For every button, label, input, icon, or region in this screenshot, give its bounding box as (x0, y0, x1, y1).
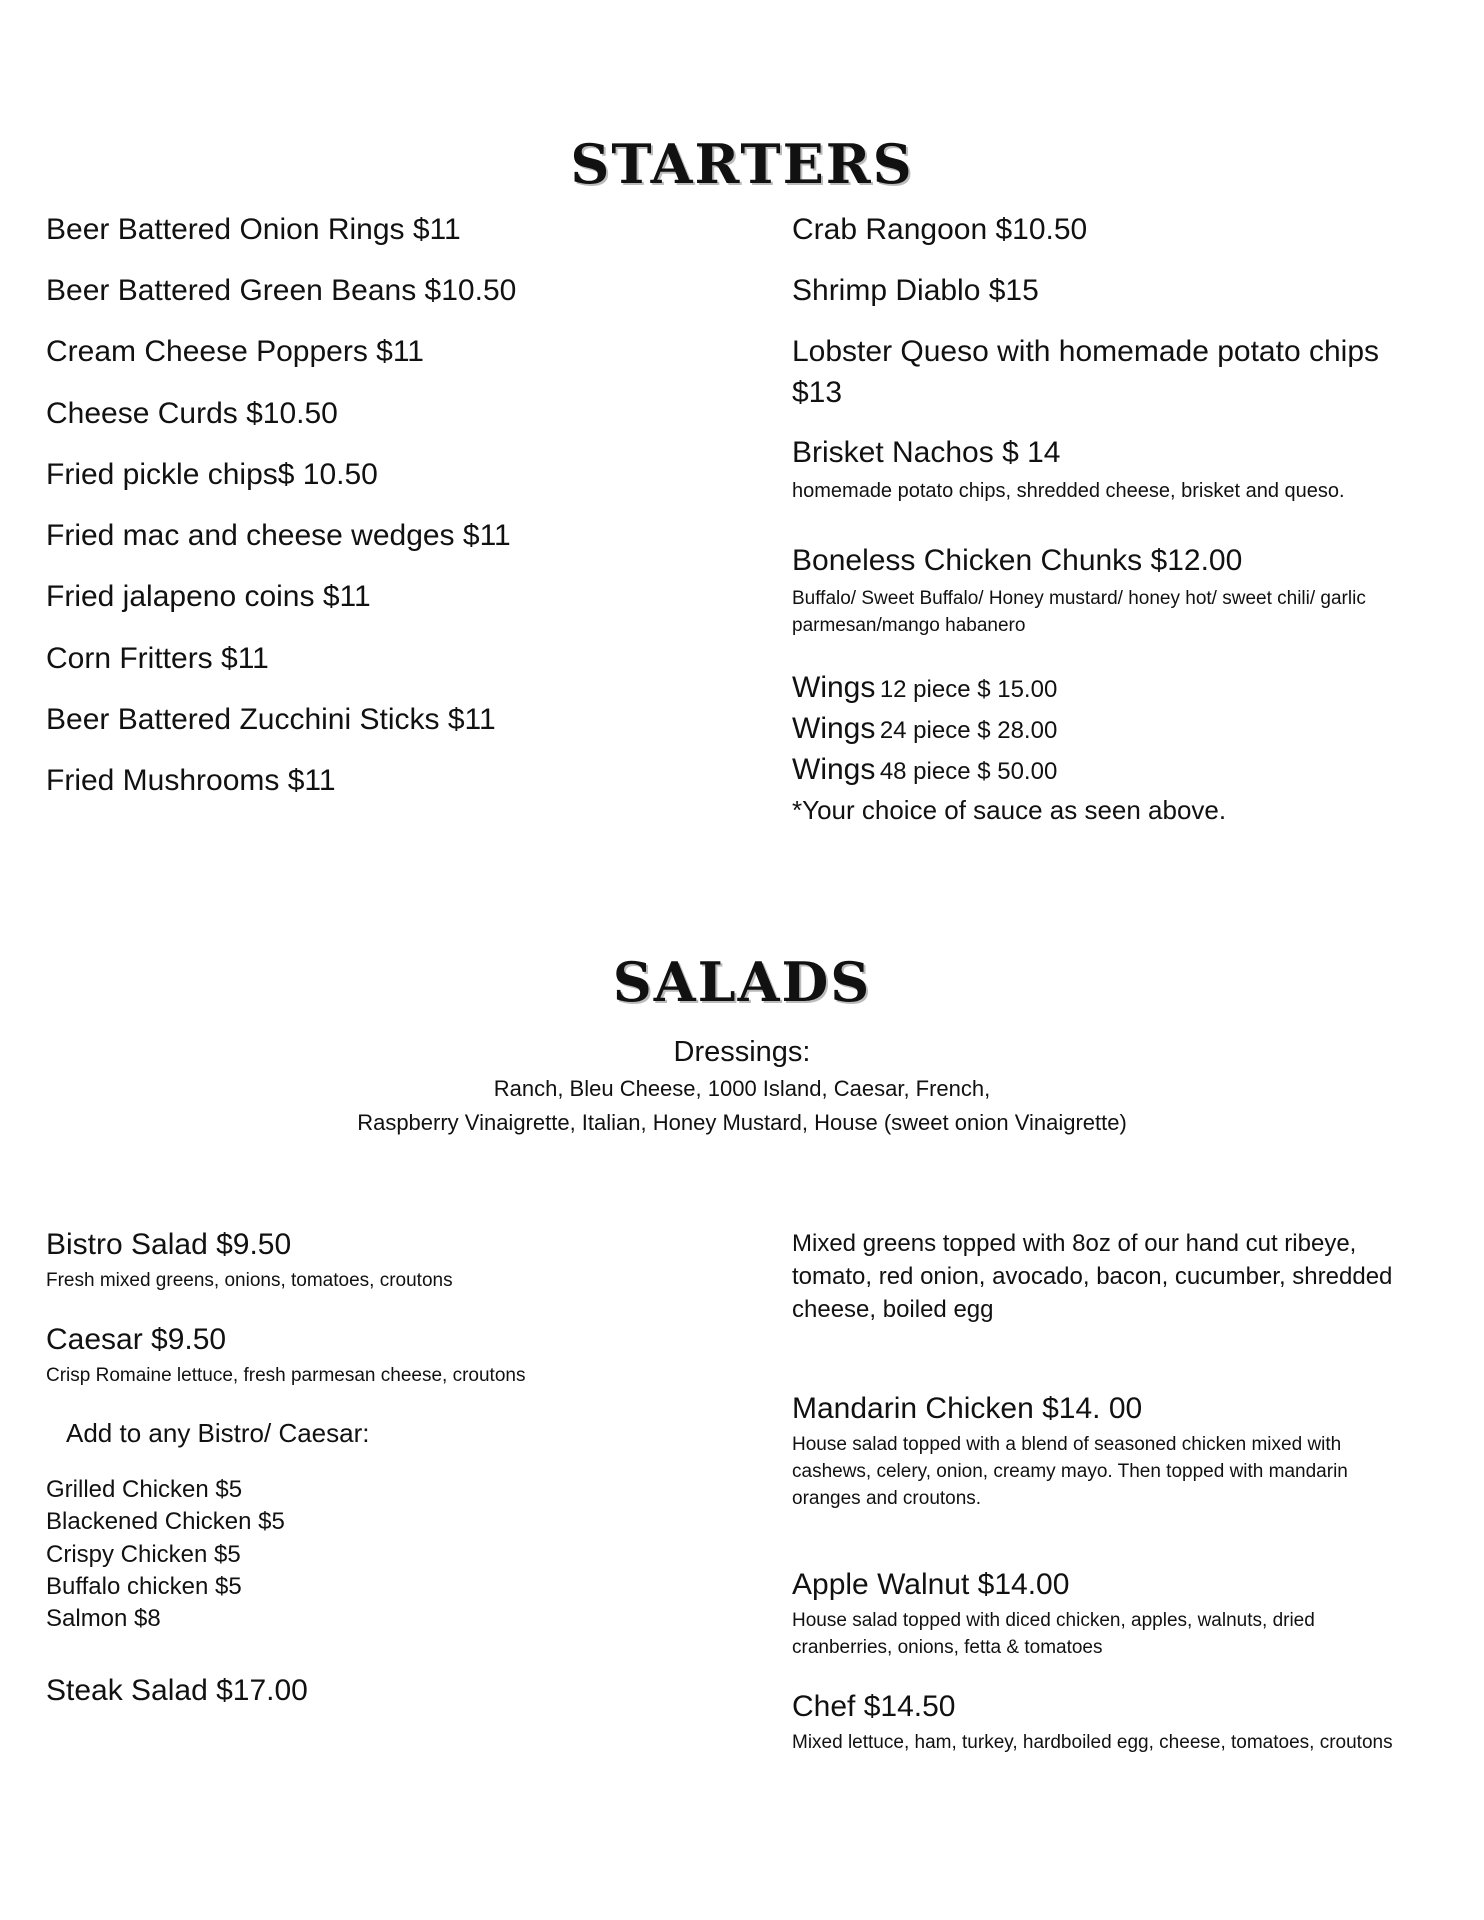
wings-row (792, 711, 1057, 747)
wings-row (792, 752, 1057, 788)
salad-item-apple-walnut: Apple Walnut $14.00 (792, 1568, 1070, 1601)
addons-label: Add to any Bistro/ Caesar: (66, 1418, 370, 1448)
apple-description-line: cranberries, onions, fetta & tomatoes (792, 1637, 1103, 1658)
starter-item-shrimp-diablo: Shrimp Diablo $15 (792, 274, 1039, 307)
starter-item-crab-rangoon: Crab Rangoon $10.50 (792, 213, 1088, 246)
caesar-description: Crisp Romaine lettuce, fresh parmesan cheese, croutons (46, 1365, 526, 1386)
starter-item: Fried mac and cheese wedges $11 (46, 519, 511, 552)
wings-option: 24 piece $ 28.00 (879, 717, 1058, 744)
starter-item: Beer Battered Zucchini Sticks $11 (46, 703, 496, 736)
salad-item-chef: Chef $14.50 (792, 1690, 956, 1723)
addon-item: Salmon $8 (46, 1605, 161, 1632)
wings-label: Wings (792, 712, 876, 745)
mandarin-description-line: cashews, celery, onion, creamy mayo. Then topped with mandarin (792, 1461, 1348, 1482)
salad-item-mandarin: Mandarin Chicken $14. 00 (792, 1392, 1143, 1425)
steak-description-line: Mixed greens topped with 8oz of our hand cut ribeye, (792, 1230, 1357, 1257)
mandarin-description-line: House salad topped with a blend of seasoned chicken mixed with (792, 1434, 1342, 1455)
wings-row (792, 670, 1057, 706)
addon-item: Grilled Chicken $5 (46, 1476, 243, 1503)
starter-item: Fried Mushrooms $11 (46, 764, 336, 797)
addon-item: Blackened Chicken $5 (46, 1508, 285, 1535)
starter-item: Cheese Curds $10.50 (46, 397, 338, 430)
starter-item: Beer Battered Onion Rings $11 (46, 213, 461, 246)
bistro-description: Fresh mixed greens, onions, tomatoes, croutons (46, 1270, 453, 1291)
dressings-list-line: Ranch, Bleu Cheese, 1000 Island, Caesar, French, (493, 1076, 991, 1101)
starter-item: Fried jalapeno coins $11 (46, 580, 371, 613)
starter-item: Cream Cheese Poppers $11 (46, 335, 424, 368)
starter-item: Corn Fritters $11 (46, 642, 269, 675)
dressings-label: Dressings: (673, 1036, 811, 1068)
chunks-sauces-line: Buffalo/ Sweet Buffalo/ Honey mustard/ honey hot/ sweet chili/ garlic (792, 588, 1366, 609)
starters-heading: STARTERS (570, 132, 914, 196)
wings-option: 48 piece $ 50.00 (879, 758, 1058, 785)
salad-item-steak: Steak Salad $17.00 (46, 1674, 308, 1707)
salad-item-caesar: Caesar $9.50 (46, 1323, 227, 1356)
chef-description: Mixed lettuce, ham, turkey, hardboiled egg, cheese, tomatoes, croutons (792, 1732, 1393, 1753)
apple-description-line: House salad topped with diced chicken, apples, walnuts, dried (792, 1610, 1315, 1631)
starter-item-boneless-chunks: Boneless Chicken Chunks $12.00 (792, 544, 1243, 577)
salads-heading: SALADS (612, 950, 872, 1014)
sauce-note: *Your choice of sauce as seen above. (792, 795, 1227, 825)
mandarin-description-line: oranges and croutons. (792, 1488, 982, 1509)
starter-item: Beer Battered Green Beans $10.50 (46, 274, 517, 307)
starter-item-lobster-queso: Lobster Queso with homemade potato chips (792, 335, 1380, 368)
starter-item-lobster-price: $13 (792, 376, 843, 409)
wings-label: Wings (792, 671, 876, 704)
steak-description-line: cheese, boiled egg (792, 1296, 994, 1323)
wings-label: Wings (792, 753, 876, 786)
salad-item-bistro: Bistro Salad $9.50 (46, 1228, 292, 1261)
dressings-list-line: Raspberry Vinaigrette, Italian, Honey Mustard, House (sweet onion Vinaigrette) (357, 1110, 1127, 1135)
wings-option: 12 piece $ 15.00 (879, 676, 1058, 703)
addon-item: Buffalo chicken $5 (46, 1573, 242, 1600)
nachos-description: homemade potato chips, shredded cheese, brisket and queso. (792, 480, 1345, 502)
starter-item-brisket-nachos: Brisket Nachos $ 14 (792, 436, 1061, 469)
chunks-sauces-line: parmesan/mango habanero (792, 615, 1026, 636)
starter-item: Fried pickle chips$ 10.50 (46, 458, 378, 491)
steak-description-line: tomato, red onion, avocado, bacon, cucumber, shredded (792, 1263, 1393, 1290)
addon-item: Crispy Chicken $5 (46, 1541, 241, 1568)
